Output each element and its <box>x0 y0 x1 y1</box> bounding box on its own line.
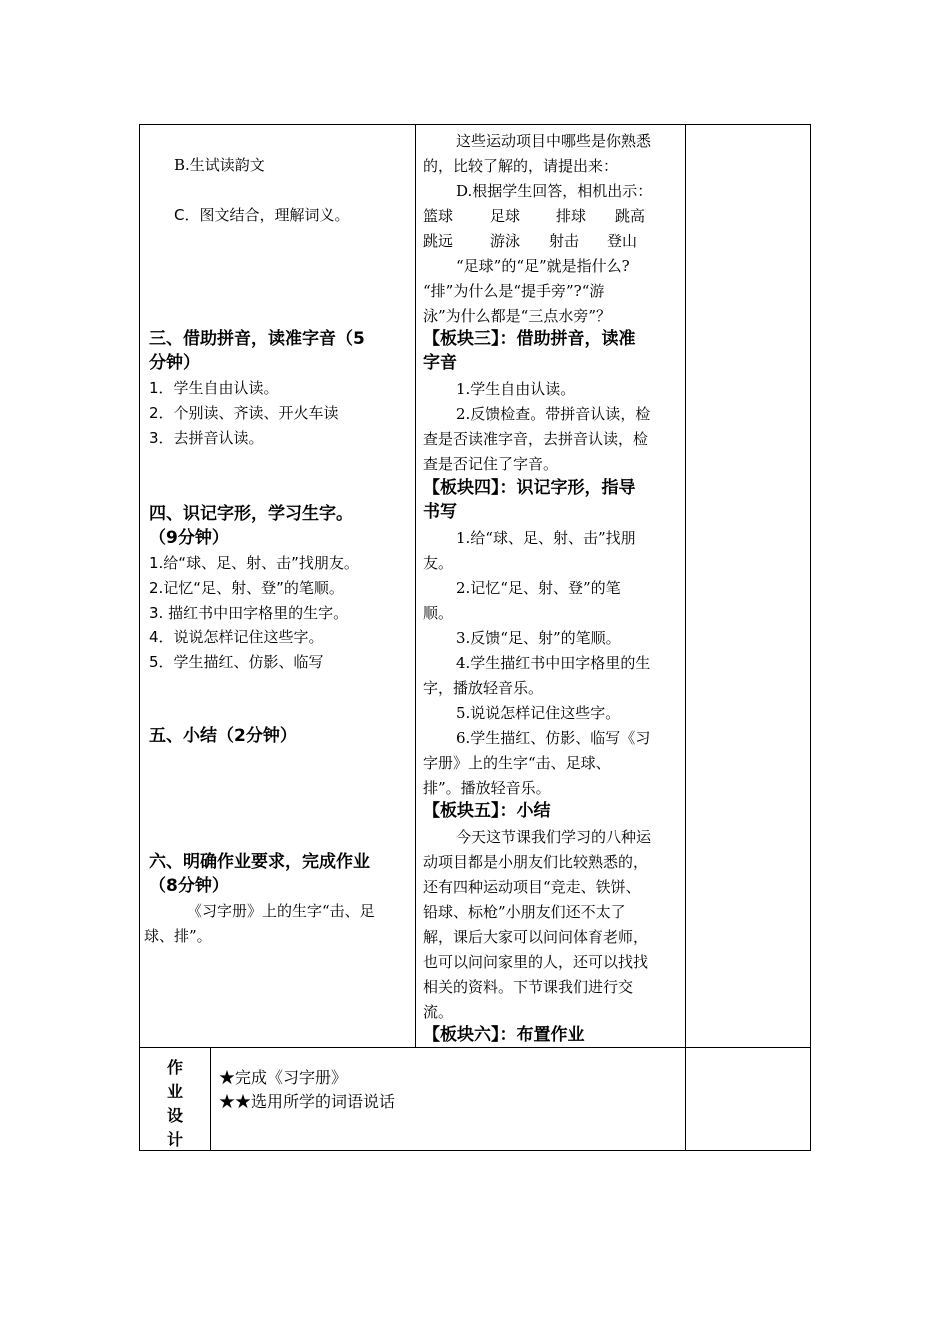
homework-label-char: 设 <box>166 1106 183 1125</box>
sport-word: 篮球 <box>423 207 454 225</box>
section-6-text: 球、排”。 <box>144 927 212 945</box>
block-5-text: 铅球、标枪”小朋友们还不太了 <box>423 903 626 921</box>
sport-word: 跳高 <box>615 207 646 225</box>
block-3-title-cont: 字音 <box>423 353 457 373</box>
section-3-title-cont: 分钟） <box>149 353 200 373</box>
block-3-item: 1.学生自由认读。 <box>456 380 576 398</box>
homework-item: ★完成《习字册》 <box>219 1068 348 1087</box>
question-line: “足球”的“足”就是指什么? <box>456 257 630 275</box>
block-4-item: 顺。 <box>423 604 454 622</box>
block-5-title: 【板块五】：小结 <box>423 801 551 821</box>
sport-word: 射击 <box>549 232 580 250</box>
block-4-title: 【板块四】：识记字形，指导 <box>423 478 636 498</box>
block-4-item: 3.反馈“足、射”的笔顺。 <box>456 629 621 647</box>
section-3-item: 2．个别读、齐读、开火车读 <box>149 404 339 422</box>
block-4-item: 2.记忆“足、射、登”的笔 <box>456 579 621 597</box>
homework-label <box>140 1048 210 1151</box>
block-4-item: 友。 <box>423 554 454 572</box>
homework-label-char: 业 <box>166 1082 183 1101</box>
section-3-item: 1．学生自由认读。 <box>149 379 279 397</box>
step-c: C．图文结合，理解词义。 <box>174 206 350 224</box>
block-4-item: 5.说说怎样记住这些字。 <box>456 704 621 722</box>
section-4-item: 5．学生描红、仿影、临写 <box>149 653 324 671</box>
block-4-item: 字册》上的生字“击、足球、 <box>423 754 611 772</box>
block-4-item: 1.给“球、足、射、击”找朋 <box>456 529 636 547</box>
block-5-text: 解，课后大家可以问问体育老师， <box>423 928 649 946</box>
question-line: “排”为什么是“提手旁”?“游 <box>423 282 605 300</box>
block-5-text: 流。 <box>423 1003 454 1021</box>
block-4-item: 6.学生描红、仿影、临写《习 <box>456 729 651 747</box>
section-5-title: 五、小结（2分钟） <box>149 726 297 746</box>
left-column <box>140 125 415 1047</box>
block-4-item: 排”。播放轻音乐。 <box>423 779 551 797</box>
homework-content <box>211 1048 685 1151</box>
section-3-item: 3．去拼音认读。 <box>149 429 264 447</box>
block-5-text: 也可以问问家里的人，还可以找找 <box>423 953 649 971</box>
section-4-item: 3. 描红书中田字格里的生字。 <box>149 604 349 622</box>
section-4-item: 2.记忆“足、射、登”的笔顺。 <box>149 579 344 597</box>
homework-label-char: 计 <box>166 1130 183 1149</box>
section-4-title: 四、识记字形，学习生字。 <box>149 504 353 524</box>
notes-column <box>686 125 810 1047</box>
block-3-item: 查是否记住了字音。 <box>423 455 559 473</box>
block-3-item: 查是否读准字音，去拼音认读，检 <box>423 430 649 448</box>
sport-word: 登山 <box>607 232 638 250</box>
block-4-item: 4.学生描红书中田字格里的生 <box>456 654 651 672</box>
section-4-item: 1.给“球、足、射、击”找朋友。 <box>149 554 359 572</box>
sport-word: 足球 <box>490 207 521 225</box>
section-3-title: 三、借助拼音，读准字音（5 <box>149 329 365 349</box>
block-5-text: 动项目都是小朋友们比较熟悉的， <box>423 853 649 871</box>
sport-word: 排球 <box>556 207 587 225</box>
lesson-table <box>139 124 811 1151</box>
section-4-item: 4．说说怎样记住这些字。 <box>149 628 324 646</box>
block-5-text: 今天这节课我们学习的八种运 <box>456 828 652 846</box>
block-3-title: 【板块三】：借助拼音，读准 <box>423 329 636 349</box>
middle-column <box>416 125 685 1047</box>
sport-word: 游泳 <box>490 232 521 250</box>
block-4-title-cont: 书写 <box>423 502 457 522</box>
section-6-text: 《习字册》上的生字“击、足 <box>187 902 375 920</box>
block-3-item: 2.反馈检查。带拼音认读，检 <box>456 405 651 423</box>
prompt-line: 的，比较了解的，请提出来： <box>423 157 619 175</box>
section-4-title-cont: （9分钟） <box>149 528 229 548</box>
prompt-line: 这些运动项目中哪些是你熟悉 <box>456 132 652 150</box>
step-b: B.生试读韵文 <box>174 156 265 174</box>
homework-notes <box>686 1048 810 1151</box>
homework-label-char: 作 <box>166 1058 183 1077</box>
prompt-line: D.根据学生回答，相机出示： <box>456 182 653 200</box>
block-5-text: 还有四种运动项目“竞走、铁饼、 <box>423 878 641 896</box>
section-6-title: 六、明确作业要求，完成作业 <box>149 852 370 872</box>
block-6-title: 【板块六】：布置作业 <box>423 1025 585 1045</box>
homework-item: ★★选用所学的词语说话 <box>219 1092 396 1111</box>
sport-word: 跳远 <box>423 232 454 250</box>
section-6-title-cont: （8分钟） <box>149 876 229 896</box>
block-5-text: 相关的资料。下节课我们进行交 <box>423 978 634 996</box>
question-line: 泳”为什么都是“三点水旁”？ <box>423 307 612 325</box>
block-4-item: 字，播放轻音乐。 <box>423 679 544 697</box>
